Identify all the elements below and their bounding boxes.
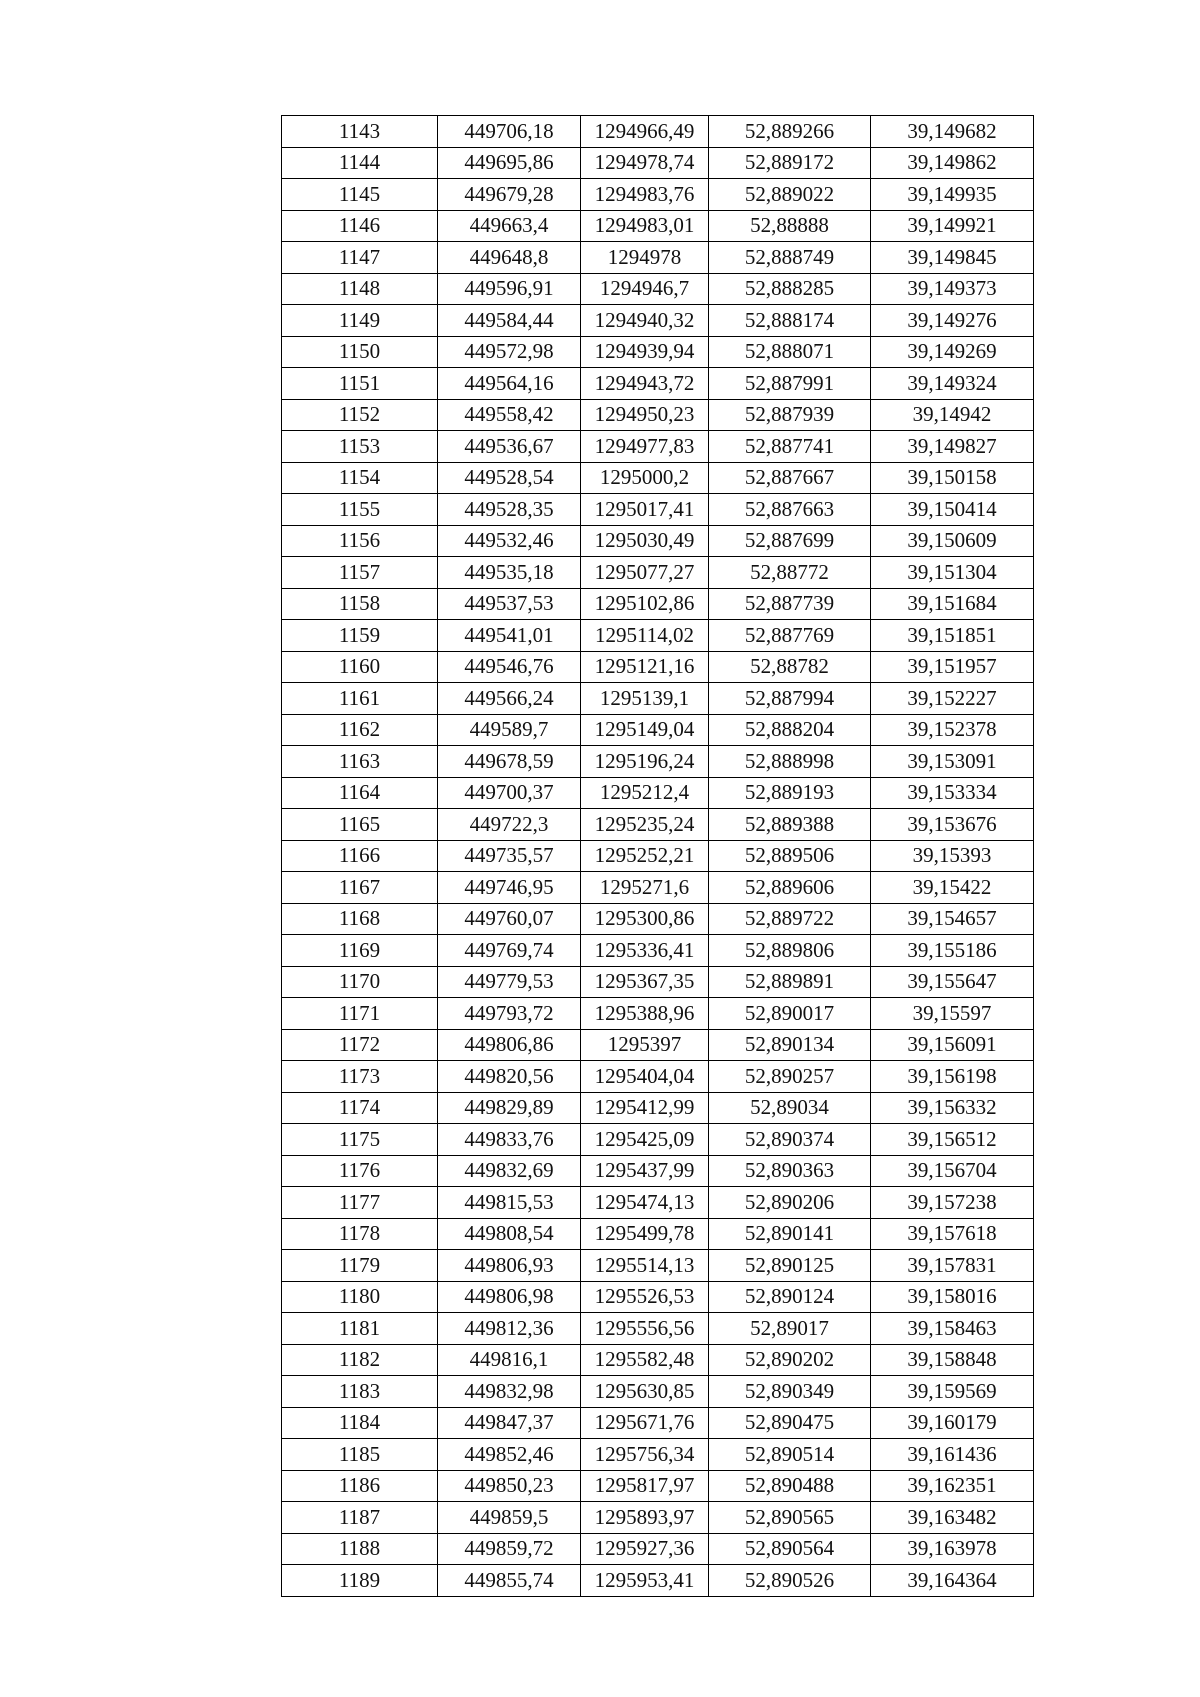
- table-row: [282, 1124, 1034, 1156]
- table-row: [282, 1281, 1034, 1313]
- point-number-cell: 1146: [282, 210, 438, 242]
- point-number-cell: 1156: [282, 525, 438, 557]
- longitude-cell: 39,156512: [871, 1124, 1034, 1156]
- table-row: [282, 777, 1034, 809]
- y-coordinate-cell: 1295114,02: [581, 620, 709, 652]
- longitude-cell: 39,149935: [871, 179, 1034, 211]
- y-coordinate-cell: 1295388,96: [581, 998, 709, 1030]
- point-number-cell: 1148: [282, 273, 438, 305]
- longitude-cell: 39,155186: [871, 935, 1034, 967]
- longitude-cell: 39,161436: [871, 1439, 1034, 1471]
- latitude-cell: 52,88782: [709, 651, 871, 683]
- longitude-cell: 39,151957: [871, 651, 1034, 683]
- latitude-cell: 52,890134: [709, 1029, 871, 1061]
- y-coordinate-cell: 1295196,24: [581, 746, 709, 778]
- x-coordinate-cell: 449746,95: [438, 872, 581, 904]
- table-row: [282, 1313, 1034, 1345]
- point-number-cell: 1179: [282, 1250, 438, 1282]
- longitude-cell: 39,153091: [871, 746, 1034, 778]
- table-row: [282, 399, 1034, 431]
- table-row: [282, 651, 1034, 683]
- point-number-cell: 1182: [282, 1344, 438, 1376]
- y-coordinate-cell: 1295030,49: [581, 525, 709, 557]
- table-row: [282, 1218, 1034, 1250]
- table-row: [282, 1439, 1034, 1471]
- table-row: [282, 1029, 1034, 1061]
- point-number-cell: 1174: [282, 1092, 438, 1124]
- latitude-cell: 52,890202: [709, 1344, 871, 1376]
- latitude-cell: 52,888071: [709, 336, 871, 368]
- longitude-cell: 39,150414: [871, 494, 1034, 526]
- point-number-cell: 1153: [282, 431, 438, 463]
- point-number-cell: 1161: [282, 683, 438, 715]
- y-coordinate-cell: 1295927,36: [581, 1533, 709, 1565]
- table-row: [282, 431, 1034, 463]
- point-number-cell: 1152: [282, 399, 438, 431]
- point-number-cell: 1171: [282, 998, 438, 1030]
- y-coordinate-cell: 1294940,32: [581, 305, 709, 337]
- x-coordinate-cell: 449564,16: [438, 368, 581, 400]
- point-number-cell: 1144: [282, 147, 438, 179]
- point-number-cell: 1149: [282, 305, 438, 337]
- latitude-cell: 52,890141: [709, 1218, 871, 1250]
- longitude-cell: 39,157238: [871, 1187, 1034, 1219]
- table-row: [282, 1250, 1034, 1282]
- y-coordinate-cell: 1294939,94: [581, 336, 709, 368]
- latitude-cell: 52,890017: [709, 998, 871, 1030]
- y-coordinate-cell: 1295102,86: [581, 588, 709, 620]
- longitude-cell: 39,149921: [871, 210, 1034, 242]
- longitude-cell: 39,163978: [871, 1533, 1034, 1565]
- latitude-cell: 52,889193: [709, 777, 871, 809]
- x-coordinate-cell: 449815,53: [438, 1187, 581, 1219]
- latitude-cell: 52,887741: [709, 431, 871, 463]
- latitude-cell: 52,888285: [709, 273, 871, 305]
- x-coordinate-cell: 449536,67: [438, 431, 581, 463]
- x-coordinate-cell: 449769,74: [438, 935, 581, 967]
- latitude-cell: 52,888204: [709, 714, 871, 746]
- y-coordinate-cell: 1295017,41: [581, 494, 709, 526]
- y-coordinate-cell: 1295671,76: [581, 1407, 709, 1439]
- table-row: [282, 1565, 1034, 1597]
- table-row: [282, 273, 1034, 305]
- point-number-cell: 1178: [282, 1218, 438, 1250]
- latitude-cell: 52,887699: [709, 525, 871, 557]
- latitude-cell: 52,890257: [709, 1061, 871, 1093]
- x-coordinate-cell: 449855,74: [438, 1565, 581, 1597]
- longitude-cell: 39,162351: [871, 1470, 1034, 1502]
- point-number-cell: 1184: [282, 1407, 438, 1439]
- y-coordinate-cell: 1295474,13: [581, 1187, 709, 1219]
- y-coordinate-cell: 1295121,16: [581, 651, 709, 683]
- latitude-cell: 52,889606: [709, 872, 871, 904]
- y-coordinate-cell: 1295212,4: [581, 777, 709, 809]
- y-coordinate-cell: 1294983,01: [581, 210, 709, 242]
- longitude-cell: 39,164364: [871, 1565, 1034, 1597]
- point-number-cell: 1181: [282, 1313, 438, 1345]
- x-coordinate-cell: 449793,72: [438, 998, 581, 1030]
- longitude-cell: 39,151851: [871, 620, 1034, 652]
- point-number-cell: 1143: [282, 116, 438, 148]
- latitude-cell: 52,890565: [709, 1502, 871, 1534]
- table-row: [282, 147, 1034, 179]
- latitude-cell: 52,890374: [709, 1124, 871, 1156]
- longitude-cell: 39,150609: [871, 525, 1034, 557]
- coordinates-table-body: [282, 116, 1034, 1597]
- longitude-cell: 39,149827: [871, 431, 1034, 463]
- table-row: [282, 1061, 1034, 1093]
- longitude-cell: 39,151304: [871, 557, 1034, 589]
- x-coordinate-cell: 449596,91: [438, 273, 581, 305]
- y-coordinate-cell: 1295526,53: [581, 1281, 709, 1313]
- x-coordinate-cell: 449546,76: [438, 651, 581, 683]
- point-number-cell: 1157: [282, 557, 438, 589]
- y-coordinate-cell: 1295514,13: [581, 1250, 709, 1282]
- x-coordinate-cell: 449532,46: [438, 525, 581, 557]
- longitude-cell: 39,149269: [871, 336, 1034, 368]
- y-coordinate-cell: 1295149,04: [581, 714, 709, 746]
- latitude-cell: 52,889506: [709, 840, 871, 872]
- x-coordinate-cell: 449679,28: [438, 179, 581, 211]
- point-number-cell: 1186: [282, 1470, 438, 1502]
- latitude-cell: 52,888174: [709, 305, 871, 337]
- point-number-cell: 1170: [282, 966, 438, 998]
- longitude-cell: 39,157831: [871, 1250, 1034, 1282]
- table-row: [282, 588, 1034, 620]
- table-row: [282, 903, 1034, 935]
- longitude-cell: 39,153676: [871, 809, 1034, 841]
- x-coordinate-cell: 449566,24: [438, 683, 581, 715]
- point-number-cell: 1183: [282, 1376, 438, 1408]
- table-row: [282, 1344, 1034, 1376]
- x-coordinate-cell: 449806,93: [438, 1250, 581, 1282]
- point-number-cell: 1180: [282, 1281, 438, 1313]
- y-coordinate-cell: 1295425,09: [581, 1124, 709, 1156]
- table-row: [282, 179, 1034, 211]
- x-coordinate-cell: 449541,01: [438, 620, 581, 652]
- y-coordinate-cell: 1295817,97: [581, 1470, 709, 1502]
- longitude-cell: 39,152378: [871, 714, 1034, 746]
- x-coordinate-cell: 449528,54: [438, 462, 581, 494]
- point-number-cell: 1164: [282, 777, 438, 809]
- point-number-cell: 1145: [282, 179, 438, 211]
- x-coordinate-cell: 449663,4: [438, 210, 581, 242]
- latitude-cell: 52,890475: [709, 1407, 871, 1439]
- table-row: [282, 1502, 1034, 1534]
- y-coordinate-cell: 1295412,99: [581, 1092, 709, 1124]
- x-coordinate-cell: 449779,53: [438, 966, 581, 998]
- table-row: [282, 1187, 1034, 1219]
- x-coordinate-cell: 449558,42: [438, 399, 581, 431]
- y-coordinate-cell: 1294943,72: [581, 368, 709, 400]
- table-row: [282, 714, 1034, 746]
- x-coordinate-cell: 449760,07: [438, 903, 581, 935]
- x-coordinate-cell: 449528,35: [438, 494, 581, 526]
- table-row: [282, 683, 1034, 715]
- longitude-cell: 39,15422: [871, 872, 1034, 904]
- point-number-cell: 1185: [282, 1439, 438, 1471]
- x-coordinate-cell: 449706,18: [438, 116, 581, 148]
- latitude-cell: 52,887769: [709, 620, 871, 652]
- latitude-cell: 52,889266: [709, 116, 871, 148]
- x-coordinate-cell: 449735,57: [438, 840, 581, 872]
- table-row: [282, 620, 1034, 652]
- longitude-cell: 39,149862: [871, 147, 1034, 179]
- coordinates-table: [281, 115, 1034, 1597]
- point-number-cell: 1189: [282, 1565, 438, 1597]
- x-coordinate-cell: 449859,5: [438, 1502, 581, 1534]
- table-row: [282, 1407, 1034, 1439]
- table-row: [282, 368, 1034, 400]
- y-coordinate-cell: 1295893,97: [581, 1502, 709, 1534]
- x-coordinate-cell: 449847,37: [438, 1407, 581, 1439]
- x-coordinate-cell: 449572,98: [438, 336, 581, 368]
- longitude-cell: 39,15393: [871, 840, 1034, 872]
- point-number-cell: 1188: [282, 1533, 438, 1565]
- latitude-cell: 52,890514: [709, 1439, 871, 1471]
- longitude-cell: 39,150158: [871, 462, 1034, 494]
- longitude-cell: 39,156704: [871, 1155, 1034, 1187]
- longitude-cell: 39,156198: [871, 1061, 1034, 1093]
- point-number-cell: 1172: [282, 1029, 438, 1061]
- longitude-cell: 39,158848: [871, 1344, 1034, 1376]
- longitude-cell: 39,160179: [871, 1407, 1034, 1439]
- point-number-cell: 1175: [282, 1124, 438, 1156]
- point-number-cell: 1169: [282, 935, 438, 967]
- y-coordinate-cell: 1295582,48: [581, 1344, 709, 1376]
- table-row: [282, 210, 1034, 242]
- latitude-cell: 52,887663: [709, 494, 871, 526]
- point-number-cell: 1151: [282, 368, 438, 400]
- latitude-cell: 52,890363: [709, 1155, 871, 1187]
- longitude-cell: 39,15597: [871, 998, 1034, 1030]
- y-coordinate-cell: 1295499,78: [581, 1218, 709, 1250]
- longitude-cell: 39,155647: [871, 966, 1034, 998]
- x-coordinate-cell: 449829,89: [438, 1092, 581, 1124]
- latitude-cell: 52,889172: [709, 147, 871, 179]
- point-number-cell: 1160: [282, 651, 438, 683]
- table-row: [282, 998, 1034, 1030]
- table-row: [282, 116, 1034, 148]
- table-row: [282, 1376, 1034, 1408]
- point-number-cell: 1168: [282, 903, 438, 935]
- x-coordinate-cell: 449833,76: [438, 1124, 581, 1156]
- x-coordinate-cell: 449722,3: [438, 809, 581, 841]
- point-number-cell: 1163: [282, 746, 438, 778]
- latitude-cell: 52,889891: [709, 966, 871, 998]
- latitude-cell: 52,89017: [709, 1313, 871, 1345]
- table-row: [282, 746, 1034, 778]
- latitude-cell: 52,888998: [709, 746, 871, 778]
- longitude-cell: 39,158016: [871, 1281, 1034, 1313]
- y-coordinate-cell: 1294983,76: [581, 179, 709, 211]
- latitude-cell: 52,89034: [709, 1092, 871, 1124]
- x-coordinate-cell: 449850,23: [438, 1470, 581, 1502]
- table-row: [282, 872, 1034, 904]
- point-number-cell: 1167: [282, 872, 438, 904]
- x-coordinate-cell: 449695,86: [438, 147, 581, 179]
- y-coordinate-cell: 1295756,34: [581, 1439, 709, 1471]
- point-number-cell: 1187: [282, 1502, 438, 1534]
- latitude-cell: 52,887739: [709, 588, 871, 620]
- latitude-cell: 52,887994: [709, 683, 871, 715]
- longitude-cell: 39,157618: [871, 1218, 1034, 1250]
- x-coordinate-cell: 449589,7: [438, 714, 581, 746]
- table-row: [282, 557, 1034, 589]
- longitude-cell: 39,154657: [871, 903, 1034, 935]
- table-row: [282, 525, 1034, 557]
- longitude-cell: 39,152227: [871, 683, 1034, 715]
- x-coordinate-cell: 449648,8: [438, 242, 581, 274]
- x-coordinate-cell: 449806,98: [438, 1281, 581, 1313]
- longitude-cell: 39,149276: [871, 305, 1034, 337]
- y-coordinate-cell: 1295252,21: [581, 840, 709, 872]
- y-coordinate-cell: 1294966,49: [581, 116, 709, 148]
- x-coordinate-cell: 449812,36: [438, 1313, 581, 1345]
- x-coordinate-cell: 449832,69: [438, 1155, 581, 1187]
- y-coordinate-cell: 1294950,23: [581, 399, 709, 431]
- longitude-cell: 39,156332: [871, 1092, 1034, 1124]
- table-row: [282, 935, 1034, 967]
- point-number-cell: 1177: [282, 1187, 438, 1219]
- latitude-cell: 52,890349: [709, 1376, 871, 1408]
- longitude-cell: 39,156091: [871, 1029, 1034, 1061]
- latitude-cell: 52,890125: [709, 1250, 871, 1282]
- y-coordinate-cell: 1295953,41: [581, 1565, 709, 1597]
- x-coordinate-cell: 449678,59: [438, 746, 581, 778]
- latitude-cell: 52,887667: [709, 462, 871, 494]
- table-row: [282, 840, 1034, 872]
- y-coordinate-cell: 1294977,83: [581, 431, 709, 463]
- y-coordinate-cell: 1295139,1: [581, 683, 709, 715]
- table-row: [282, 1470, 1034, 1502]
- point-number-cell: 1173: [282, 1061, 438, 1093]
- y-coordinate-cell: 1295556,56: [581, 1313, 709, 1345]
- table-row: [282, 1533, 1034, 1565]
- longitude-cell: 39,153334: [871, 777, 1034, 809]
- latitude-cell: 52,88888: [709, 210, 871, 242]
- x-coordinate-cell: 449700,37: [438, 777, 581, 809]
- y-coordinate-cell: 1295000,2: [581, 462, 709, 494]
- y-coordinate-cell: 1295077,27: [581, 557, 709, 589]
- x-coordinate-cell: 449859,72: [438, 1533, 581, 1565]
- y-coordinate-cell: 1295404,04: [581, 1061, 709, 1093]
- latitude-cell: 52,890564: [709, 1533, 871, 1565]
- y-coordinate-cell: 1295271,6: [581, 872, 709, 904]
- longitude-cell: 39,159569: [871, 1376, 1034, 1408]
- point-number-cell: 1155: [282, 494, 438, 526]
- latitude-cell: 52,890124: [709, 1281, 871, 1313]
- point-number-cell: 1162: [282, 714, 438, 746]
- latitude-cell: 52,889022: [709, 179, 871, 211]
- longitude-cell: 39,149324: [871, 368, 1034, 400]
- longitude-cell: 39,149845: [871, 242, 1034, 274]
- latitude-cell: 52,890488: [709, 1470, 871, 1502]
- point-number-cell: 1166: [282, 840, 438, 872]
- x-coordinate-cell: 449806,86: [438, 1029, 581, 1061]
- y-coordinate-cell: 1294946,7: [581, 273, 709, 305]
- longitude-cell: 39,149682: [871, 116, 1034, 148]
- y-coordinate-cell: 1295235,24: [581, 809, 709, 841]
- longitude-cell: 39,163482: [871, 1502, 1034, 1534]
- x-coordinate-cell: 449584,44: [438, 305, 581, 337]
- y-coordinate-cell: 1295397: [581, 1029, 709, 1061]
- table-row: [282, 336, 1034, 368]
- point-number-cell: 1159: [282, 620, 438, 652]
- x-coordinate-cell: 449852,46: [438, 1439, 581, 1471]
- y-coordinate-cell: 1294978,74: [581, 147, 709, 179]
- y-coordinate-cell: 1295437,99: [581, 1155, 709, 1187]
- table-row: [282, 494, 1034, 526]
- latitude-cell: 52,887939: [709, 399, 871, 431]
- point-number-cell: 1165: [282, 809, 438, 841]
- latitude-cell: 52,888749: [709, 242, 871, 274]
- y-coordinate-cell: 1295336,41: [581, 935, 709, 967]
- table-row: [282, 462, 1034, 494]
- x-coordinate-cell: 449535,18: [438, 557, 581, 589]
- x-coordinate-cell: 449537,53: [438, 588, 581, 620]
- x-coordinate-cell: 449832,98: [438, 1376, 581, 1408]
- table-row: [282, 1092, 1034, 1124]
- table-row: [282, 305, 1034, 337]
- point-number-cell: 1154: [282, 462, 438, 494]
- table-row: [282, 966, 1034, 998]
- table-row: [282, 1155, 1034, 1187]
- y-coordinate-cell: 1295367,35: [581, 966, 709, 998]
- longitude-cell: 39,14942: [871, 399, 1034, 431]
- x-coordinate-cell: 449820,56: [438, 1061, 581, 1093]
- y-coordinate-cell: 1295300,86: [581, 903, 709, 935]
- y-coordinate-cell: 1294978: [581, 242, 709, 274]
- table-row: [282, 242, 1034, 274]
- point-number-cell: 1150: [282, 336, 438, 368]
- latitude-cell: 52,890526: [709, 1565, 871, 1597]
- latitude-cell: 52,889388: [709, 809, 871, 841]
- point-number-cell: 1147: [282, 242, 438, 274]
- table-row: [282, 809, 1034, 841]
- x-coordinate-cell: 449808,54: [438, 1218, 581, 1250]
- longitude-cell: 39,158463: [871, 1313, 1034, 1345]
- latitude-cell: 52,889722: [709, 903, 871, 935]
- latitude-cell: 52,88772: [709, 557, 871, 589]
- longitude-cell: 39,151684: [871, 588, 1034, 620]
- y-coordinate-cell: 1295630,85: [581, 1376, 709, 1408]
- latitude-cell: 52,890206: [709, 1187, 871, 1219]
- x-coordinate-cell: 449816,1: [438, 1344, 581, 1376]
- longitude-cell: 39,149373: [871, 273, 1034, 305]
- point-number-cell: 1158: [282, 588, 438, 620]
- latitude-cell: 52,889806: [709, 935, 871, 967]
- latitude-cell: 52,887991: [709, 368, 871, 400]
- point-number-cell: 1176: [282, 1155, 438, 1187]
